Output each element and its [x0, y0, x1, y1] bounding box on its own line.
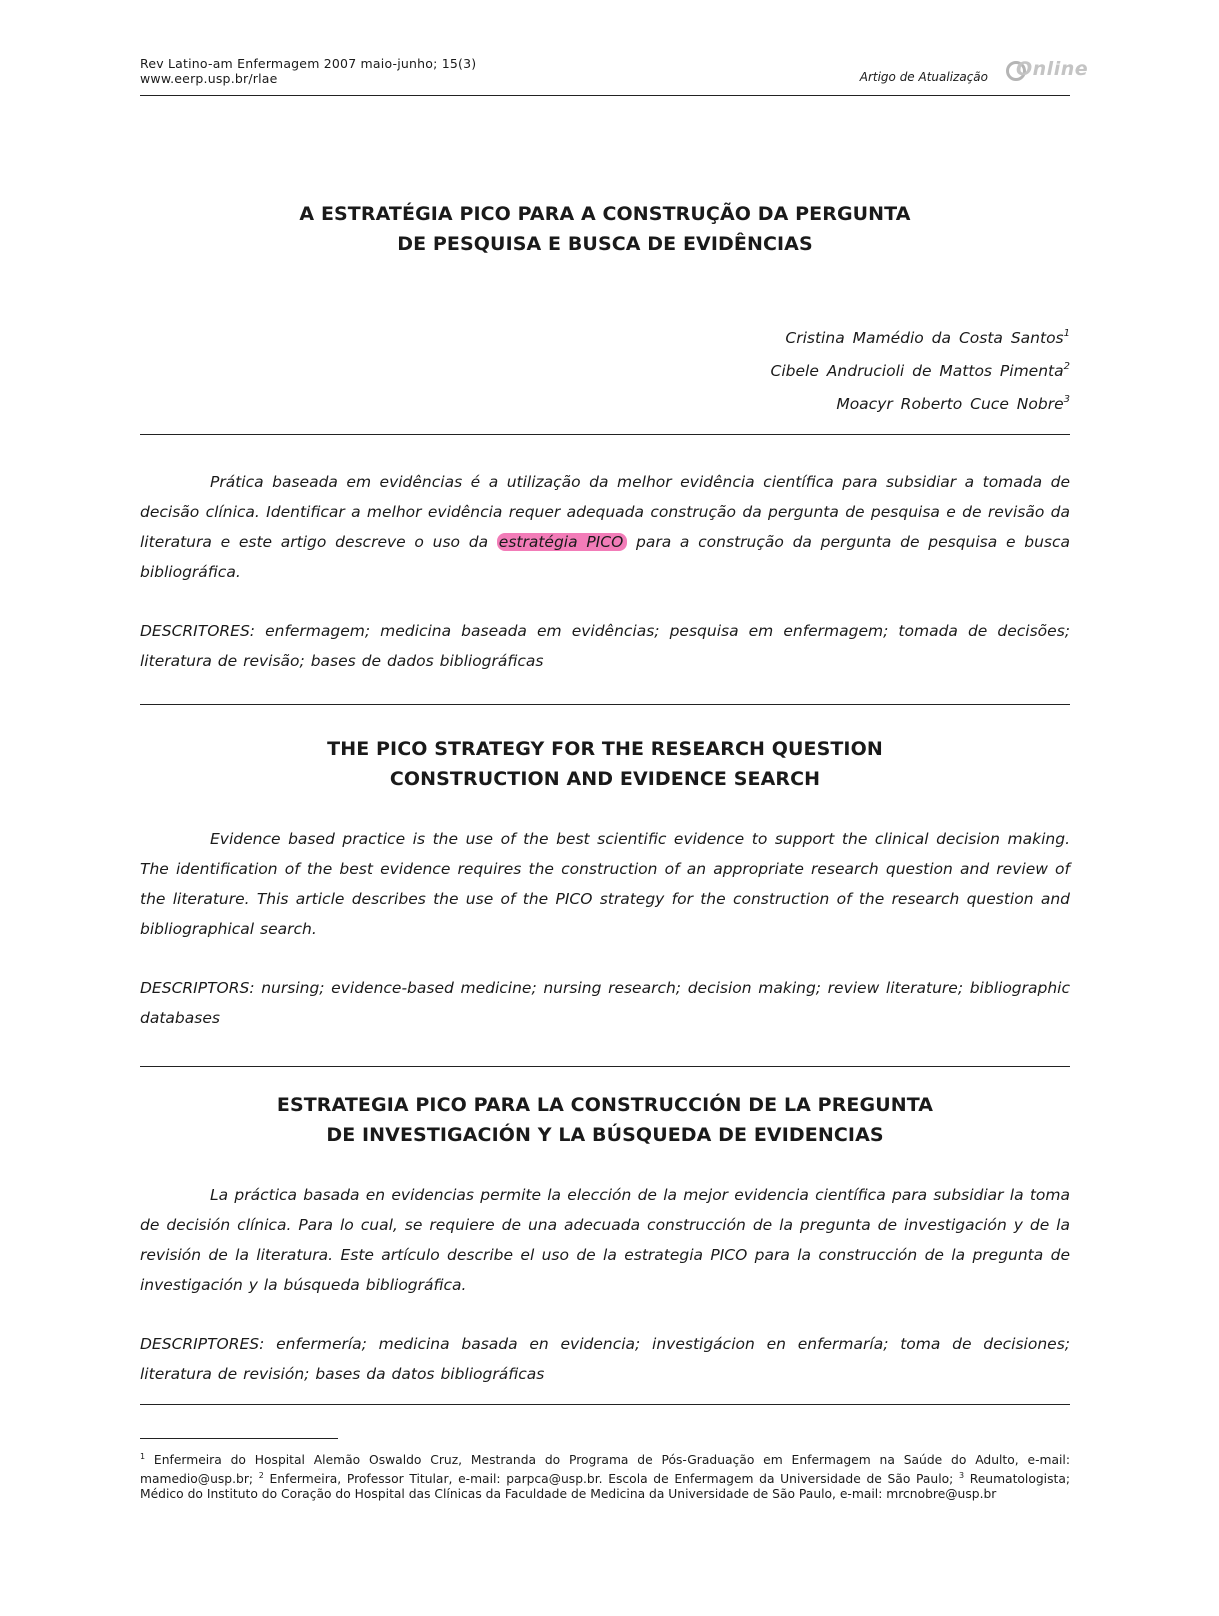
descriptors-es: DESCRIPTORES: enfermería; medicina basada en evidencia; investigácion en enfermaría; toma de decisiones; literatura de revisión; bases da datos bibliográficas	[140, 1335, 1070, 1383]
header-rule	[140, 95, 1070, 96]
journal-url: www.eerp.usp.br/rlae	[140, 71, 278, 86]
title-es-line1: ESTRATEGIA PICO PARA LA CONSTRUCCIÓN DE LA PREGUNTA	[276, 1094, 934, 1116]
logo-text: Online	[1016, 58, 1089, 80]
footnote-rule	[140, 1438, 338, 1439]
article-type: Artigo de Atualização	[859, 70, 988, 84]
section-rule	[140, 1066, 1070, 1067]
footnote-mark: 2	[258, 1471, 264, 1481]
footnote-mark: 3	[958, 1471, 965, 1481]
author-1	[771, 320, 1070, 353]
title-pt	[140, 199, 1070, 259]
section-rule	[140, 1404, 1070, 1405]
header-right	[859, 58, 1089, 86]
title-pt-line1: A ESTRATÉGIA PICO PARA A CONSTRUÇÃO DA PERGUNTA	[299, 203, 911, 225]
title-en	[140, 734, 1070, 794]
author-2	[771, 353, 1070, 386]
running-header	[140, 56, 476, 86]
abstract-pt-text-end: para a construção da pergunta de pesquisa e busca bibliográfica.	[140, 533, 1070, 581]
abstract-pt-text: Prática baseada em evidências é a utilização da melhor evidência científica para subsidiar a tomada de decisão clínica. Identificar a melhor evidência requer adequada construção da pergunta de pesquisa e de revisão da literatura e este artigo descreve o uso da	[140, 473, 1070, 551]
section-rule	[140, 434, 1070, 435]
descriptors-pt: DESCRITORES: enfermagem; medicina baseada em evidências; pesquisa em enfermagem; tomada de decisões; literatura de revisão; bases de dados bibliográficas	[140, 622, 1070, 670]
author-name: Moacyr Roberto Cuce Nobre	[836, 395, 1064, 414]
highlighted-term: estratégia PICO	[497, 533, 627, 551]
author-name: Cibele Andrucioli de Mattos Pimenta	[770, 362, 1064, 381]
title-es	[140, 1090, 1070, 1150]
author-affil-mark: 3	[1063, 394, 1070, 406]
author-affil-mark: 2	[1063, 361, 1070, 373]
abstract-pt	[140, 467, 1070, 587]
title-en-line1: THE PICO STRATEGY FOR THE RESEARCH QUESTION	[327, 738, 883, 760]
author-3	[771, 386, 1070, 419]
author-list	[771, 320, 1070, 419]
abstract-en	[140, 824, 1070, 944]
footnote-2: Enfermeira, Professor Titular, e-mail: parpca@usp.br. Escola de Enfermagem da Universidade de São Paulo;	[263, 1472, 954, 1487]
title-pt-line2: DE PESQUISA E BUSCA DE EVIDÊNCIAS	[397, 233, 813, 255]
journal-citation: Rev Latino-am Enfermagem 2007 maio-junho; 15(3)	[140, 56, 477, 71]
abstract-es-text: La práctica basada en evidencias permite la elección de la mejor evidencia científica para subsidiar la toma de decisión clínica. Para lo cual, se requiere de una adecuada construcción de la pregunta de investigación y de la revisión de la literatura. Este artículo describe el uso de la estrategia PICO para la construcción de la pregunta de investigación y la búsqueda bibliográfica.	[140, 1186, 1070, 1294]
footnote-mark: 1	[140, 1452, 146, 1461]
footnotes	[140, 1449, 1070, 1502]
section-rule	[140, 704, 1070, 705]
abstract-es	[140, 1180, 1070, 1300]
descriptors-en: DESCRIPTORS: nursing; evidence-based medicine; nursing research; decision making; review literature; bibliographic databases	[140, 979, 1070, 1027]
footnote-3: Reumatologista; Médico do Instituto do Coração do Hospital das Clínicas da Faculdade de Medicina da Universidade de São Paulo, e-mail: mrcnobre@usp.br	[140, 1472, 1071, 1502]
author-name: Cristina Mamédio da Costa Santos	[785, 329, 1064, 348]
online-logo	[1006, 58, 1089, 86]
abstract-en-text: Evidence based practice is the use of the best scientific evidence to support the clinical decision making. The identification of the best evidence requires the construction of an appropriate research question and review of the literature. This article describes the use of the PICO strategy for the construction of the research question and bibliographical search.	[140, 830, 1070, 938]
title-es-line2: DE INVESTIGACIÓN Y LA BÚSQUEDA DE EVIDENCIAS	[326, 1124, 884, 1146]
footnote-1: Enfermeira do Hospital Alemão Oswaldo Cruz, Mestranda do Programa de Pós-Graduação em Enfermagem na Saúde do Adulto, e-mail: mamedio@usp.br;	[140, 1453, 1070, 1487]
author-affil-mark: 1	[1063, 328, 1070, 339]
title-en-line2: CONSTRUCTION AND EVIDENCE SEARCH	[389, 768, 821, 790]
